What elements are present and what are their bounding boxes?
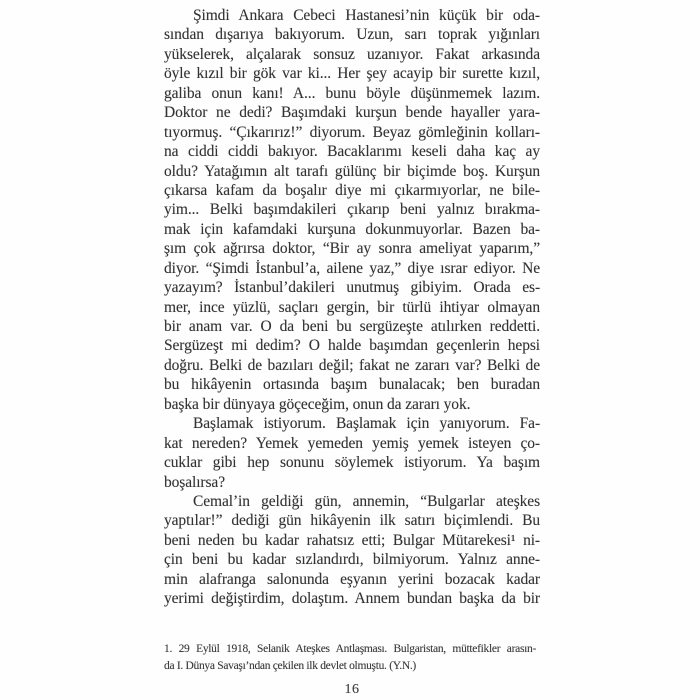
- body-text-line: mak için kafamdaki kurşuna dokunmuyorlar. Bazen ba-: [164, 220, 540, 238]
- body-text-line: çıkarsa kafam da boşalır diye mi çıkarmıyorlar, ne bile-: [164, 181, 540, 199]
- footnote-line: 1. 29 Eylül 1918, Selanik Ateşkes Antlaşması. Bulgaristan, müttefikler arasın-: [164, 643, 536, 655]
- body-text-line: şım çok ağrırsa doktor, “Bir ay sonra ameliyat yaparım,”: [164, 240, 540, 258]
- body-text-line: mer, ince yüzlü, saçları gergin, bir türlü ihtiyar olmayan: [164, 298, 540, 316]
- footnote-line: da I. Dünya Savaşı’ndan çekilen ilk devlet olmuştu. (Y.N.): [164, 659, 416, 672]
- body-text-line: yerimi değiştirdim, dolaştım. Annem bundan başka da bir: [164, 590, 540, 608]
- body-text-line: bu hikâyenin ortasında başım bunalacak; ben buradan: [164, 376, 540, 394]
- body-text-line: diyor. “Şimdi İstanbul’a, ailene yaz,” diye ısrar ediyor. Ne: [164, 259, 540, 277]
- body-text-line: bir anam var. O da beni bu sergüzeşte atılırken reddetti.: [164, 318, 540, 335]
- body-text-line: kat nereden? Yemek yemeden yemiş yemek isteyen ço-: [164, 434, 540, 452]
- body-text-line: galiba onun kanı! A... bunu böyle düşünmemek lazım.: [164, 84, 540, 102]
- body-text-line: yazayım? İstanbul’dakileri unutmuş gibiyim. Orada es-: [164, 279, 540, 297]
- page-number: 16: [344, 682, 360, 697]
- body-text-line: boşalırsa?: [164, 473, 225, 491]
- body-text-line: yim... Belki başımdakileri çıkarıp beni yalnız bırakma-: [164, 201, 540, 219]
- body-text-line: Sergüzeşt mi dedim? O halde başımdan geçenlerin hepsi: [164, 337, 540, 355]
- body-text-line: beni neden bu kadar rahatsız etti; Bulgar Mütarekesi¹ ni-: [164, 531, 540, 549]
- body-text-line: sından dışarıya bakıyorum. Uzun, sarı toprak yığınları: [164, 26, 540, 44]
- body-text-line: na ciddi ciddi bakıyor. Bacaklarımı keseli daha kaç ay: [164, 143, 540, 161]
- footnote: [164, 641, 540, 674]
- body-text-line: tıyormuş. “Çıkarırız!” diyorum. Beyaz gömleğinin kolları-: [164, 123, 540, 141]
- body-text-line: Başlamak istiyorum. Başlamak için yanıyorum. Fa-: [193, 415, 540, 433]
- body-text-line: doğru. Belki de bazıları değil; fakat ne zararı var? Belki de: [164, 356, 540, 374]
- body-text-line: Doktor ne dedi? Başımdaki kurşun bende hayaller yara-: [164, 104, 540, 122]
- body-text-line: Cemal’in geldiği gün, annemin, “Bulgarlar ateşkes: [193, 492, 540, 510]
- body-text-line: çin beni bu kadar sızlandırdı, bilmiyorum. Yalnız anne-: [164, 551, 540, 569]
- body-text-line: Şimdi Ankara Cebeci Hastanesi’nin küçük bir oda-: [193, 7, 540, 24]
- body-text-line: yaptılar!” dediği gün hikâyenin ilk satırı biçimlendi. Bu: [164, 512, 540, 530]
- body-text-line: yükselerek, alçalarak sonsuz uzanıyor. Fakat arkasında: [164, 45, 540, 63]
- body-text: [164, 6, 540, 609]
- body-text-line: min alafranga salonunda eşyanın yerini bozacak kadar: [164, 570, 540, 588]
- body-text-line: başka bir dünyaya göçeceğim, onun da zararı yok.: [164, 395, 471, 413]
- body-text-line: cuklar gibi hep sonunu söylemek istiyorum. Ya başım: [164, 454, 540, 472]
- body-text-line: oldu? Yatağımın alt tarafı gülünç bir biçimde boş. Kurşun: [164, 162, 540, 180]
- body-text-line: öyle kızıl bir gök var ki... Her şey acayip bir surette kızıl,: [164, 65, 540, 83]
